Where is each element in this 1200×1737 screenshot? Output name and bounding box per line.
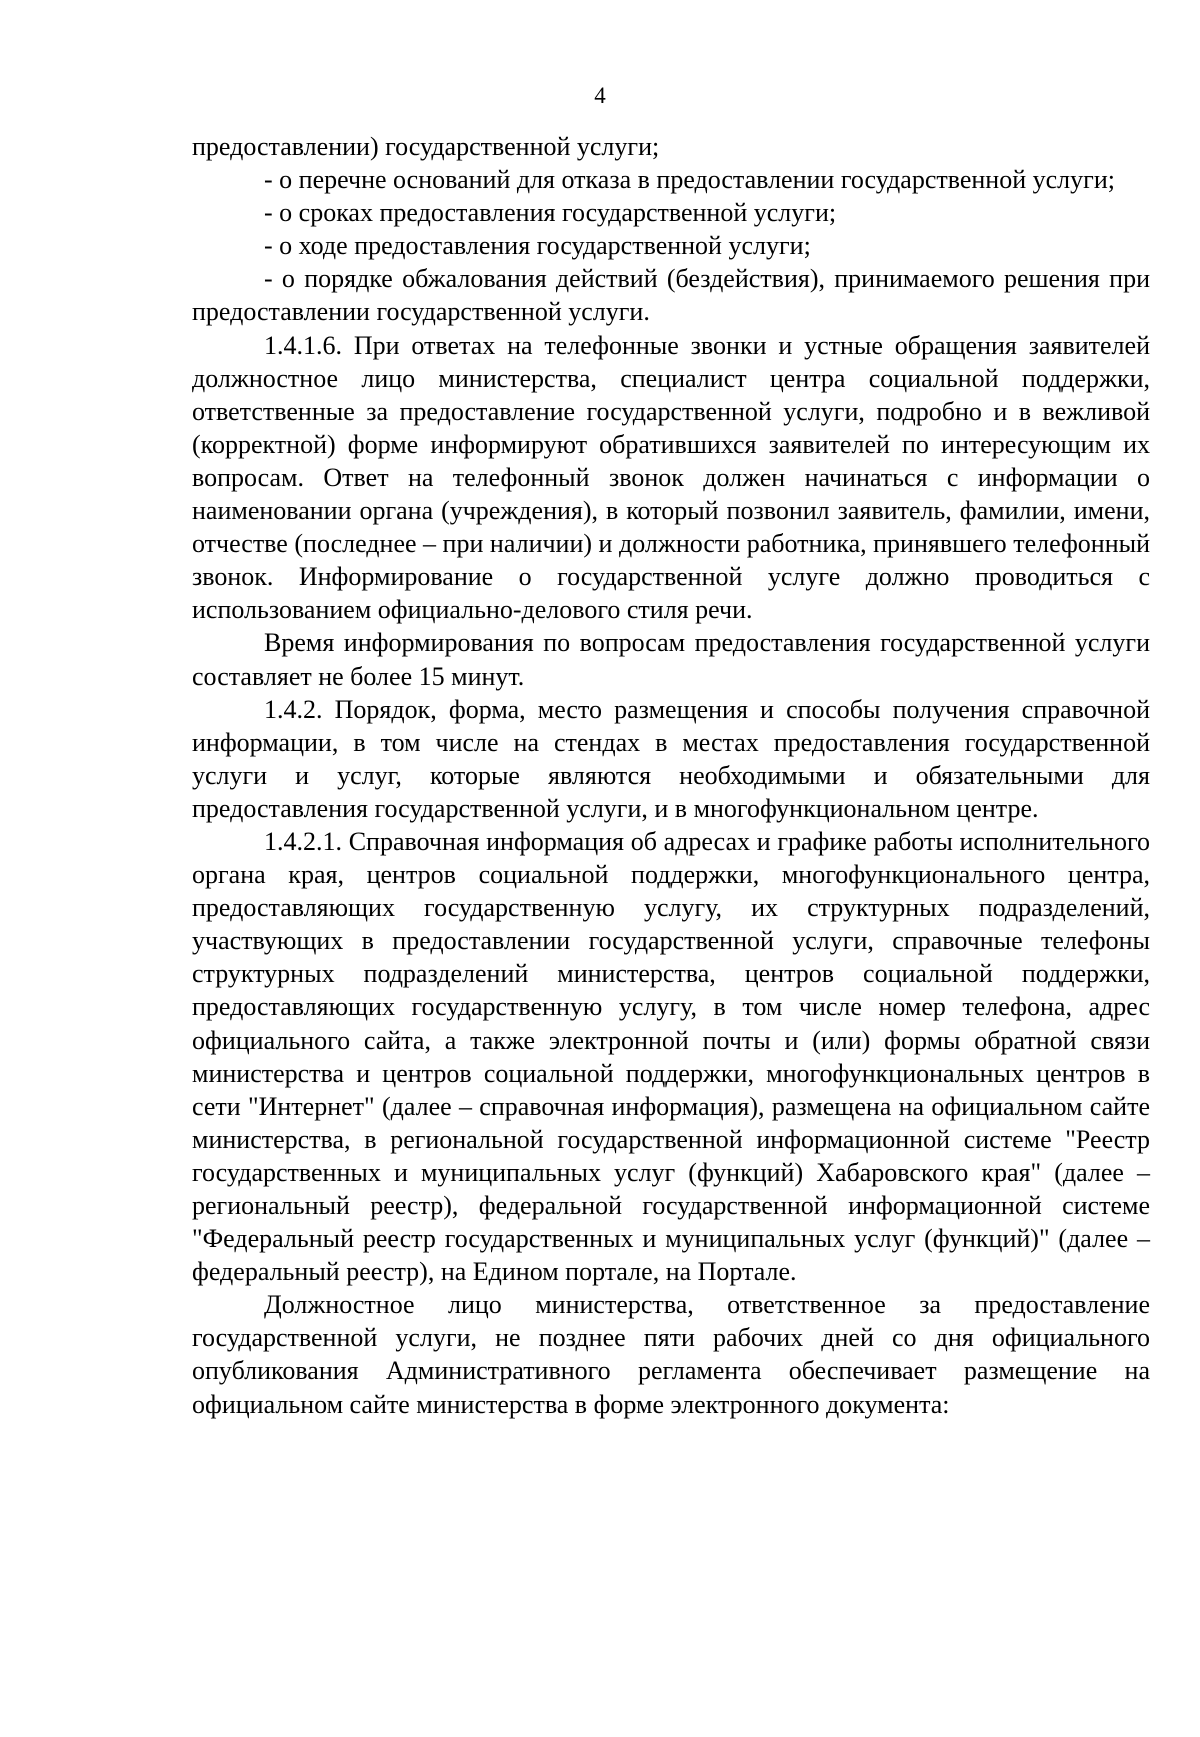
list-item-service-terms: - о сроках предоставления государственной услуги; bbox=[264, 198, 837, 228]
list-item-appeal-procedure: - о порядке обжалования действий (бездействия), принимаемого решения при предоставлении государственной услуги. bbox=[192, 264, 1150, 327]
document-body bbox=[192, 130, 1150, 1421]
paragraph-1-4-2-1: 1.4.2.1. Справочная информация об адресах и графике работы исполнительного органа края, центров социальной поддержки, многофункционального центра, предоставляющих государственную услугу, их структурных подразделений, участвующих в предоставлении государственной услуги, справочные телефоны структурных подразделений министерства, центров социальной поддержки, предоставляющих государственную услугу, в том числе номер телефона, адрес официального сайта, а также электронной почты и (или) формы обратной связи министерства и центров социальной поддержки, многофункциональных центров в сети "Интернет" (далее – справочная информация), размещена на официальном сайте министерства, в региональной государственной информационной системе "Реестр государственных и муниципальных услуг (функций) Хабаровского края" (далее – региональный реестр), федеральной государственной информационной системе "Федеральный реестр государственных и муниципальных услуг (функций)" (далее – федеральный реестр), на Едином портале, на Портале. bbox=[192, 826, 1150, 1287]
page-number: 4 bbox=[594, 83, 606, 108]
paragraph-informing-time: Время информирования по вопросам предоставления государственной услуги составляет не более 15 минут. bbox=[192, 628, 1150, 691]
list-item-service-progress: - о ходе предоставления государственной услуги; bbox=[264, 231, 811, 261]
paragraph-continuation: предоставлении) государственной услуги; bbox=[192, 132, 660, 161]
paragraph-1-4-1-6: 1.4.1.6. При ответах на телефонные звонки и устные обращения заявителей должностное лицо министерства, специалист центра социальной поддержки, ответственные за предоставление государственной услуги, подробно и в вежливой (корректной) форме информируют обратившихся заявителей по интересующим их вопросам. Ответ на телефонный звонок должен начинаться с информации о наименовании органа (учреждения), в который позвонил заявитель, фамилии, имени, отчестве (последнее – при наличии) и должности работника, принявшего телефонный звонок. Информирование о государственной услуге должно проводиться с использованием официально-делового стиля речи. bbox=[192, 330, 1150, 625]
list-item-refusal-grounds: - о перечне оснований для отказа в предоставлении государственной услуги; bbox=[264, 165, 1115, 195]
paragraph-1-4-2: 1.4.2. Порядок, форма, место размещения и способы получения справочной информации, в том числе на стендах в местах предоставления государственной услуги и услуг, которые являются необходимыми и обязательными для предоставления государственной услуги, и в многофункциональном центре. bbox=[192, 694, 1150, 823]
paragraph-official-responsible: Должностное лицо министерства, ответственное за предоставление государственной услуги, не позднее пяти рабочих дней со дня официального опубликования Административного регламента обеспечивает размещение на официальном сайте министерства в форме электронного документа: bbox=[192, 1290, 1150, 1419]
